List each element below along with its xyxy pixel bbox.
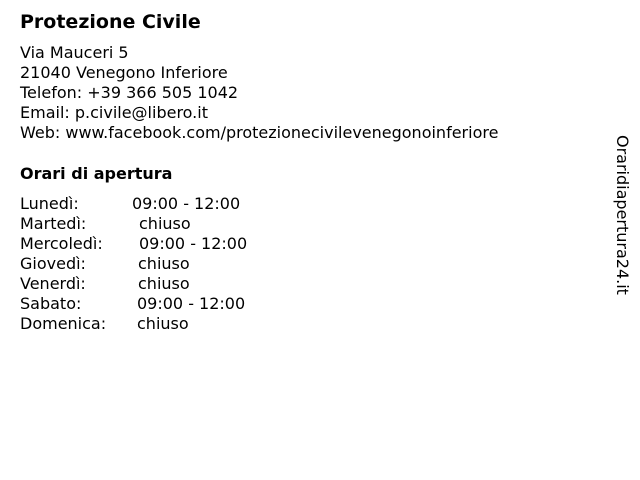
site-brand-vertical: Oraridiapertura24.it xyxy=(613,135,632,295)
day-label: Giovedì: xyxy=(20,254,86,273)
hours-row-friday xyxy=(20,274,247,294)
time-value: chiuso xyxy=(138,274,190,293)
hours-row-sunday xyxy=(20,314,247,334)
opening-hours-heading: Orari di apertura xyxy=(20,164,173,183)
phone-line: Telefon: +39 366 505 1042 xyxy=(20,83,239,102)
address-line: Via Mauceri 5 xyxy=(20,43,129,62)
time-value: chiuso xyxy=(138,254,190,273)
day-label: Venerdì: xyxy=(20,274,86,293)
city-line: 21040 Venegono Inferiore xyxy=(20,63,228,82)
time-value: 09:00 - 12:00 xyxy=(132,194,241,213)
page-title: Protezione Civile xyxy=(20,11,201,33)
day-label: Sabato: xyxy=(20,294,82,313)
hours-row-saturday xyxy=(20,294,247,314)
hours-row-tuesday xyxy=(20,214,247,234)
hours-row-monday xyxy=(20,194,247,214)
day-label: Domenica: xyxy=(20,314,107,333)
contact-info xyxy=(20,43,498,143)
time-value: chiuso xyxy=(137,314,189,333)
web-line: Web: www.facebook.com/protezionecivilevenegonoinferiore xyxy=(20,123,499,142)
email-line: Email: p.civile@libero.it xyxy=(20,103,208,122)
time-value: chiuso xyxy=(139,214,191,233)
time-value: 09:00 - 12:00 xyxy=(137,294,246,313)
hours-row-thursday xyxy=(20,254,247,274)
day-label: Mercoledì: xyxy=(20,234,103,253)
day-label: Martedì: xyxy=(20,214,87,233)
opening-hours-table xyxy=(20,194,247,334)
hours-row-wednesday xyxy=(20,234,247,254)
day-label: Lunedì: xyxy=(20,194,79,213)
time-value: 09:00 - 12:00 xyxy=(139,234,248,253)
